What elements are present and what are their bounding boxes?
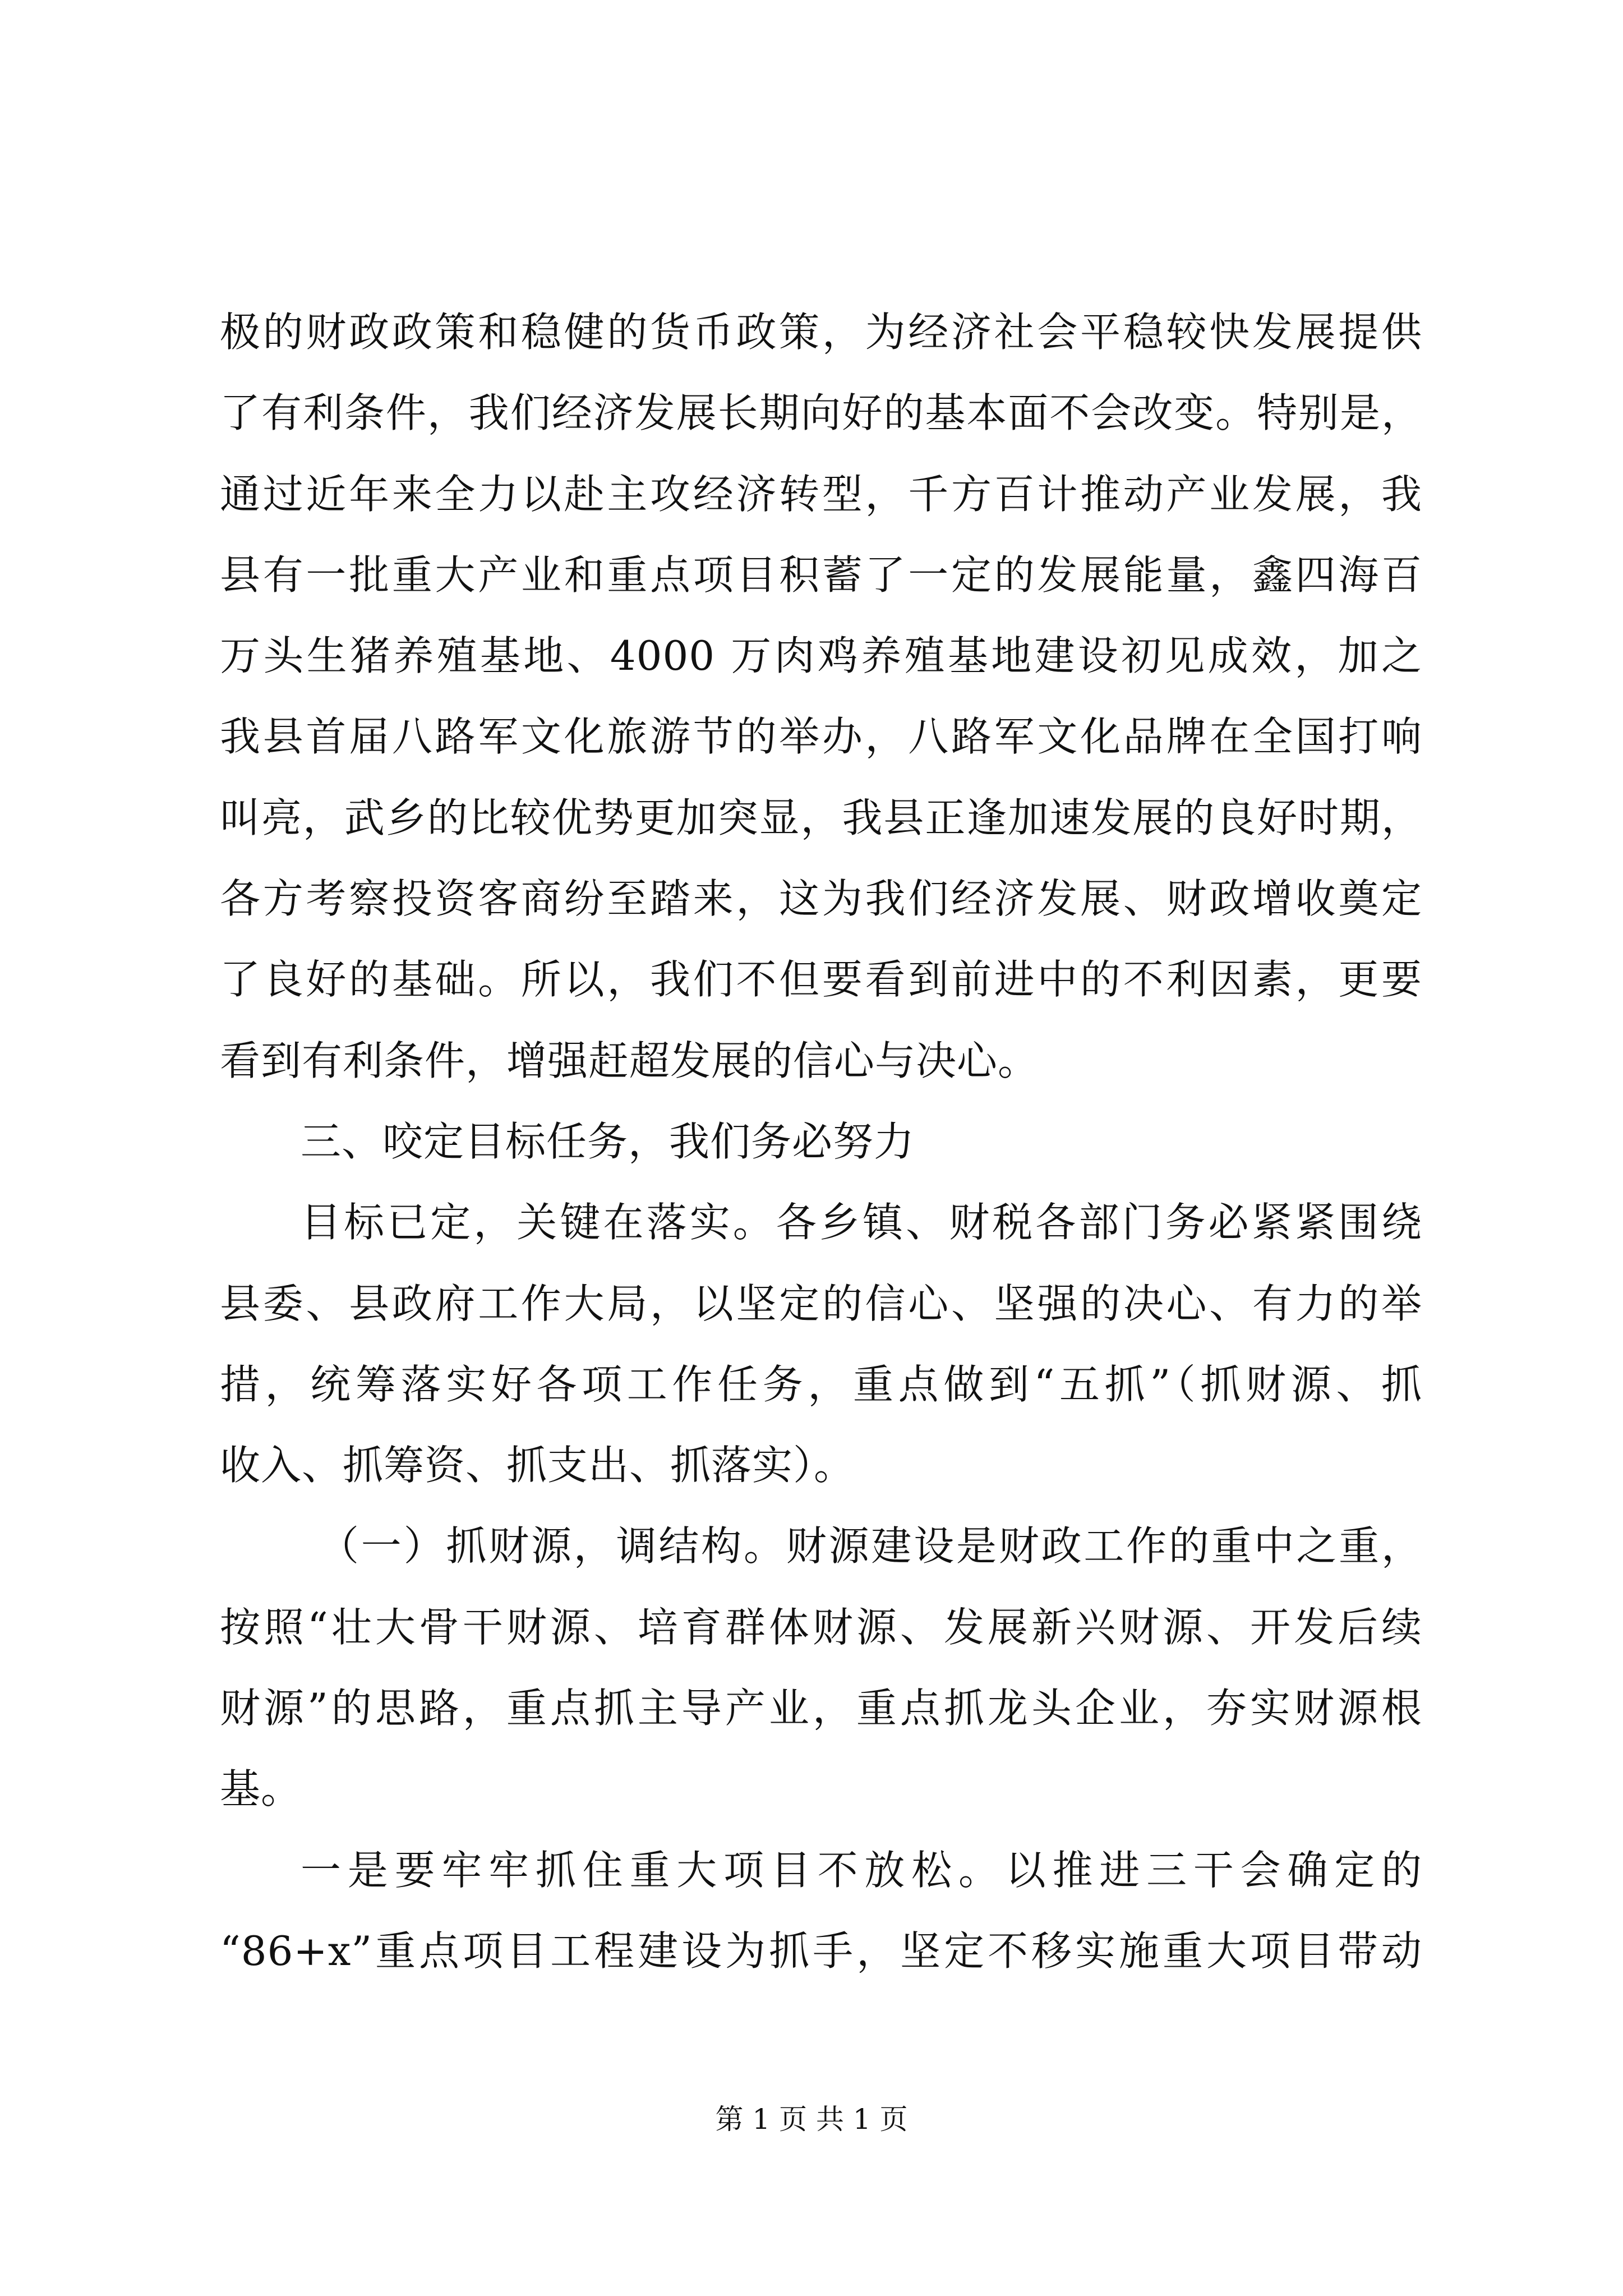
text-line: 一是要牢牢抓住重大项目不放松。以推进三干会确定的 — [301, 1846, 1422, 1894]
text-line: 各方考察投资客商纷至踏来，这为我们经济发展、财政增收奠定 — [220, 875, 1422, 923]
document-body — [220, 292, 1422, 1991]
text-line: “86+x”重点项目工程建设为抓手，坚定不移实施重大项目带动 — [220, 1927, 1422, 1975]
text-line: 按照“壮大骨干财源、培育群体财源、发展新兴财源、开发后续 — [220, 1603, 1422, 1651]
text-line: 通过近年来全力以赴主攻经济转型，千方百计推动产业发展，我 — [220, 470, 1422, 518]
page-footer: 第 1 页 共 1 页 — [715, 2103, 908, 2136]
text-line: 叫亮，武乡的比较优势更加突显，我县正逢加速发展的良好时期， — [220, 794, 1422, 841]
text-line: 看到有利条件，增强赶超发展的信心与决心。 — [220, 1037, 1039, 1084]
text-line: 了良好的基础。所以，我们不但要看到前进中的不利因素，更要 — [220, 956, 1422, 1004]
text-line: 了有利条件，我们经济发展长期向好的基本面不会改变。特别是， — [220, 389, 1422, 437]
text-line: 基。 — [220, 1765, 302, 1813]
text-line: 我县首届八路军文化旅游节的举办，八路军文化品牌在全国打响 — [220, 713, 1422, 761]
text-line: 万头生猪养殖基地、4000 万肉鸡养殖基地建设初见成效，加之 — [220, 632, 1422, 680]
subsection-heading-line: （一）抓财源，调结构。财源建设是财政工作的重中之重， — [319, 1522, 1422, 1570]
text-line: 财源”的思路，重点抓主导产业，重点抓龙头企业，夯实财源根 — [220, 1685, 1422, 1732]
text-line: 县有一批重大产业和重点项目积蓄了一定的发展能量，鑫四海百 — [220, 551, 1422, 599]
text-line: 县委、县政府工作大局，以坚定的信心、坚强的决心、有力的举 — [220, 1280, 1422, 1327]
section-heading: 三、咬定目标任务，我们务必努力 — [301, 1117, 915, 1165]
text-line: 收入、抓筹资、抓支出、抓落实）。 — [220, 1442, 855, 1489]
text-line: 目标已定，关键在落实。各乡镇、财税各部门务必紧紧围绕 — [301, 1199, 1422, 1246]
text-line: 极的财政政策和稳健的货币政策，为经济社会平稳较快发展提供 — [220, 309, 1422, 356]
text-line: 措，统筹落实好各项工作任务，重点做到“五抓”（抓财源、抓 — [220, 1360, 1422, 1408]
